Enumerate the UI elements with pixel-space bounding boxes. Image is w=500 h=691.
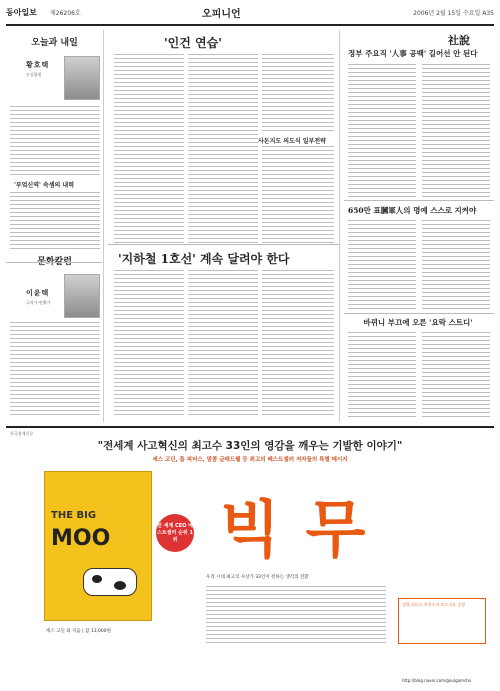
columnist2-photo	[64, 274, 100, 318]
body-text	[262, 54, 334, 132]
ad-body-text	[206, 586, 386, 646]
column-title: '지하철 1호선' 계속 달려야 한다	[118, 252, 290, 266]
body-text	[422, 64, 490, 198]
body-text	[10, 322, 100, 418]
body-text	[10, 192, 100, 252]
ad-subline: 세스 고딘, 톰 피터스, 말콤 글래드웰 등 최고의 베스트셀러 저자들의 특별 메시지	[152, 457, 348, 463]
columnist2-role: 극작가·연출가	[26, 300, 51, 305]
essay-subheading: 사돈지도 의도식 일부전략	[258, 138, 326, 145]
ad-headline: "전세계 사고혁신의 최고수 33인의 영감을 깨우는 기발한 이야기"	[97, 440, 403, 452]
ad-price: 세스 고딘 외 지음 | 값 13,000원	[46, 629, 111, 634]
columnist-photo	[64, 56, 100, 100]
bestseller-badge: 전 세계 CEO 베스트셀러 순위 1위	[156, 514, 194, 552]
body-text	[114, 54, 184, 244]
ad-stamp	[398, 598, 486, 644]
middle-column	[108, 30, 340, 422]
masthead	[6, 4, 494, 26]
editorial3-title: 바뀌니 부끄에 오른 '요락 스트디'	[363, 318, 473, 327]
body-text	[262, 146, 334, 244]
divider	[344, 200, 494, 201]
cow-icon	[83, 568, 137, 596]
book-cover-image	[44, 471, 152, 621]
editorial-column	[344, 30, 494, 422]
ad-url-link[interactable]: http://blog.naver.com/geulgamcho	[402, 678, 472, 683]
divider	[344, 313, 494, 314]
body-text	[348, 220, 416, 312]
paper-name: 동아일보	[6, 8, 37, 17]
ad-stamp-text: 경영 리더스 추천도서 보도자료 증정	[402, 602, 466, 607]
divider	[108, 244, 340, 245]
editorial2-title: 650만 표膕軍人의 명예 스스로 지켜야	[348, 206, 477, 215]
column-subheading: '부엌신역' 속셈의 내력	[14, 182, 75, 189]
divider	[6, 262, 102, 263]
editorial-label: 社說	[448, 34, 470, 47]
body-text	[348, 332, 416, 418]
left-column	[6, 30, 104, 422]
ad-note: 우리 시대 최고의 사상가 33인이 전하는 생각의 전환	[206, 575, 309, 580]
ad-big-title: 빅 무	[220, 493, 368, 566]
body-text	[422, 220, 490, 312]
book-title-big: MOO	[51, 526, 111, 551]
body-text	[262, 270, 334, 418]
column2-heading: 문화칼럼	[37, 257, 72, 267]
body-text	[348, 64, 416, 198]
ad-publisher: 한국경제신문	[10, 431, 34, 436]
body-text	[188, 270, 258, 418]
section-title: 오피니언	[202, 9, 241, 20]
columnist-name: 황호택	[26, 60, 50, 69]
book-advertisement[interactable]	[6, 426, 494, 688]
editorial1-title: 정부 주요직 '人事 공백' 길어선 안 된다	[348, 49, 478, 58]
body-text	[114, 270, 184, 418]
body-text	[422, 332, 490, 418]
issue-number: 제26206호	[50, 10, 81, 17]
essay-title: '인건 연습'	[164, 36, 222, 50]
body-text	[188, 54, 258, 244]
body-text	[10, 106, 100, 176]
columnist-role: 논설위원	[26, 72, 42, 77]
column-heading: 오늘과 내일	[31, 38, 78, 48]
columnist2-name: 이윤택	[26, 288, 50, 297]
book-title-small: THE BIG	[51, 510, 97, 521]
issue-date: 2006년 2월 15일 수요일 A35	[413, 10, 494, 17]
